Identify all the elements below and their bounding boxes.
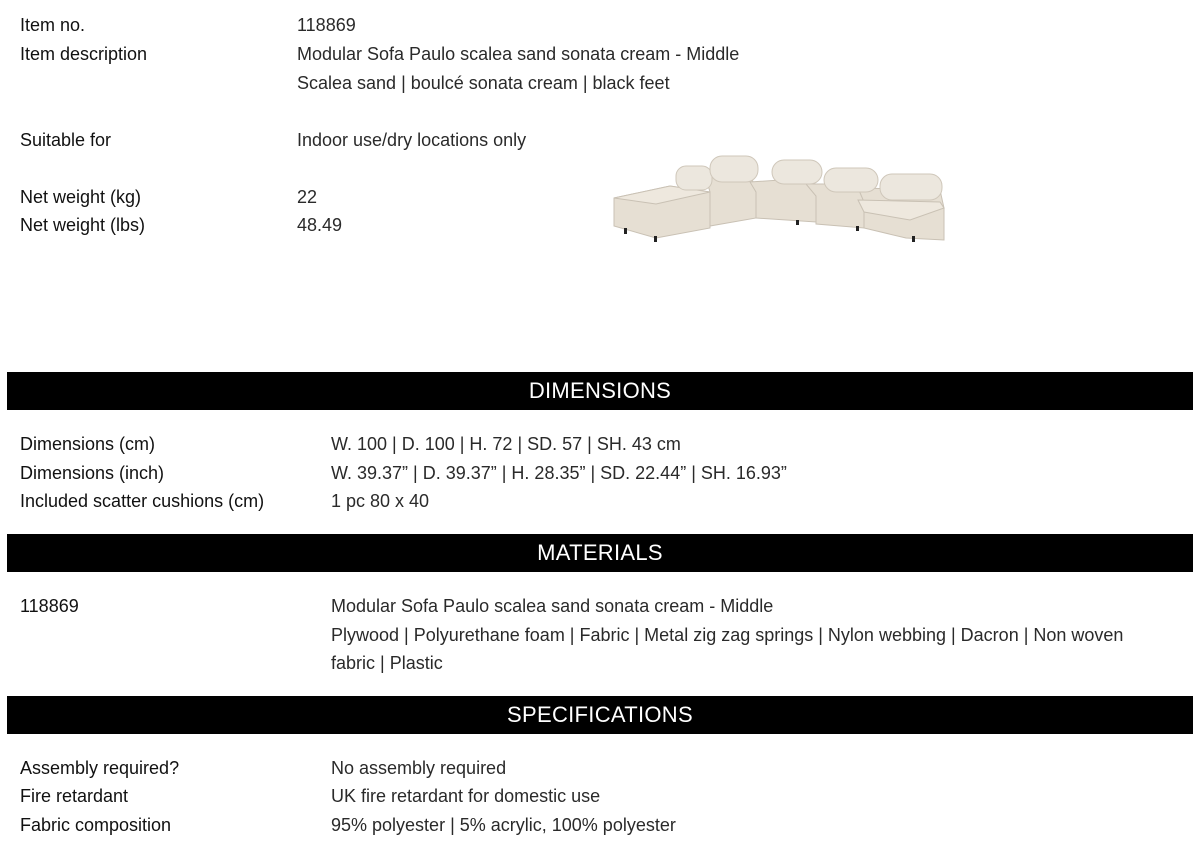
fire-retardant-value: UK fire retardant for domestic use: [331, 786, 601, 806]
net-weight-lbs-label: Net weight (lbs): [20, 215, 146, 235]
materials-line-2: Plywood | Polyurethane foam | Fabric | Metal zig zag springs | Nylon webbing | Dacron | Non woven: [331, 625, 1124, 645]
dimensions-inch-label: Dimensions (inch): [20, 463, 165, 483]
item-no-label: Item no.: [20, 15, 86, 35]
fabric-composition-label: Fabric composition: [20, 815, 172, 835]
materials-line-3: fabric | Plastic: [331, 653, 443, 673]
scatter-cushions-label: Included scatter cushions (cm): [20, 491, 265, 511]
fire-retardant-label: Fire retardant: [20, 786, 129, 806]
suitable-for-value: Indoor use/dry locations only: [297, 130, 527, 150]
scatter-cushions-value: 1 pc 80 x 40: [331, 491, 430, 511]
materials-line-1: Modular Sofa Paulo scalea sand sonata cream - Middle: [331, 596, 774, 616]
specifications-section-header: SPECIFICATIONS: [7, 696, 1193, 734]
materials-item-label: 118869: [20, 596, 79, 616]
net-weight-kg-value: 22: [297, 187, 318, 207]
assembly-label: Assembly required?: [20, 758, 180, 778]
sofa-illustration-icon: [610, 148, 950, 243]
net-weight-kg-label: Net weight (kg): [20, 187, 142, 207]
materials-section-header: MATERIALS: [7, 534, 1193, 572]
item-description-label: Item description: [20, 44, 148, 64]
dimensions-cm-value: W. 100 | D. 100 | H. 72 | SD. 57 | SH. 43 cm: [331, 434, 681, 454]
net-weight-lbs-value: 48.49: [297, 215, 343, 235]
item-no-value: 118869: [297, 15, 356, 35]
item-description-line-1: Modular Sofa Paulo scalea sand sonata cream - Middle: [297, 44, 740, 64]
fabric-composition-value: 95% polyester | 5% acrylic, 100% polyester: [331, 815, 676, 835]
dimensions-cm-label: Dimensions (cm): [20, 434, 156, 454]
item-description-line-2: Scalea sand | boulcé sonata cream | black feet: [297, 73, 670, 93]
assembly-value: No assembly required: [331, 758, 507, 778]
suitable-for-label: Suitable for: [20, 130, 112, 150]
dimensions-section-header: DIMENSIONS: [7, 372, 1193, 410]
dimensions-inch-value: W. 39.37” | D. 39.37” | H. 28.35” | SD. 22.44” | SH. 16.93”: [331, 463, 787, 483]
